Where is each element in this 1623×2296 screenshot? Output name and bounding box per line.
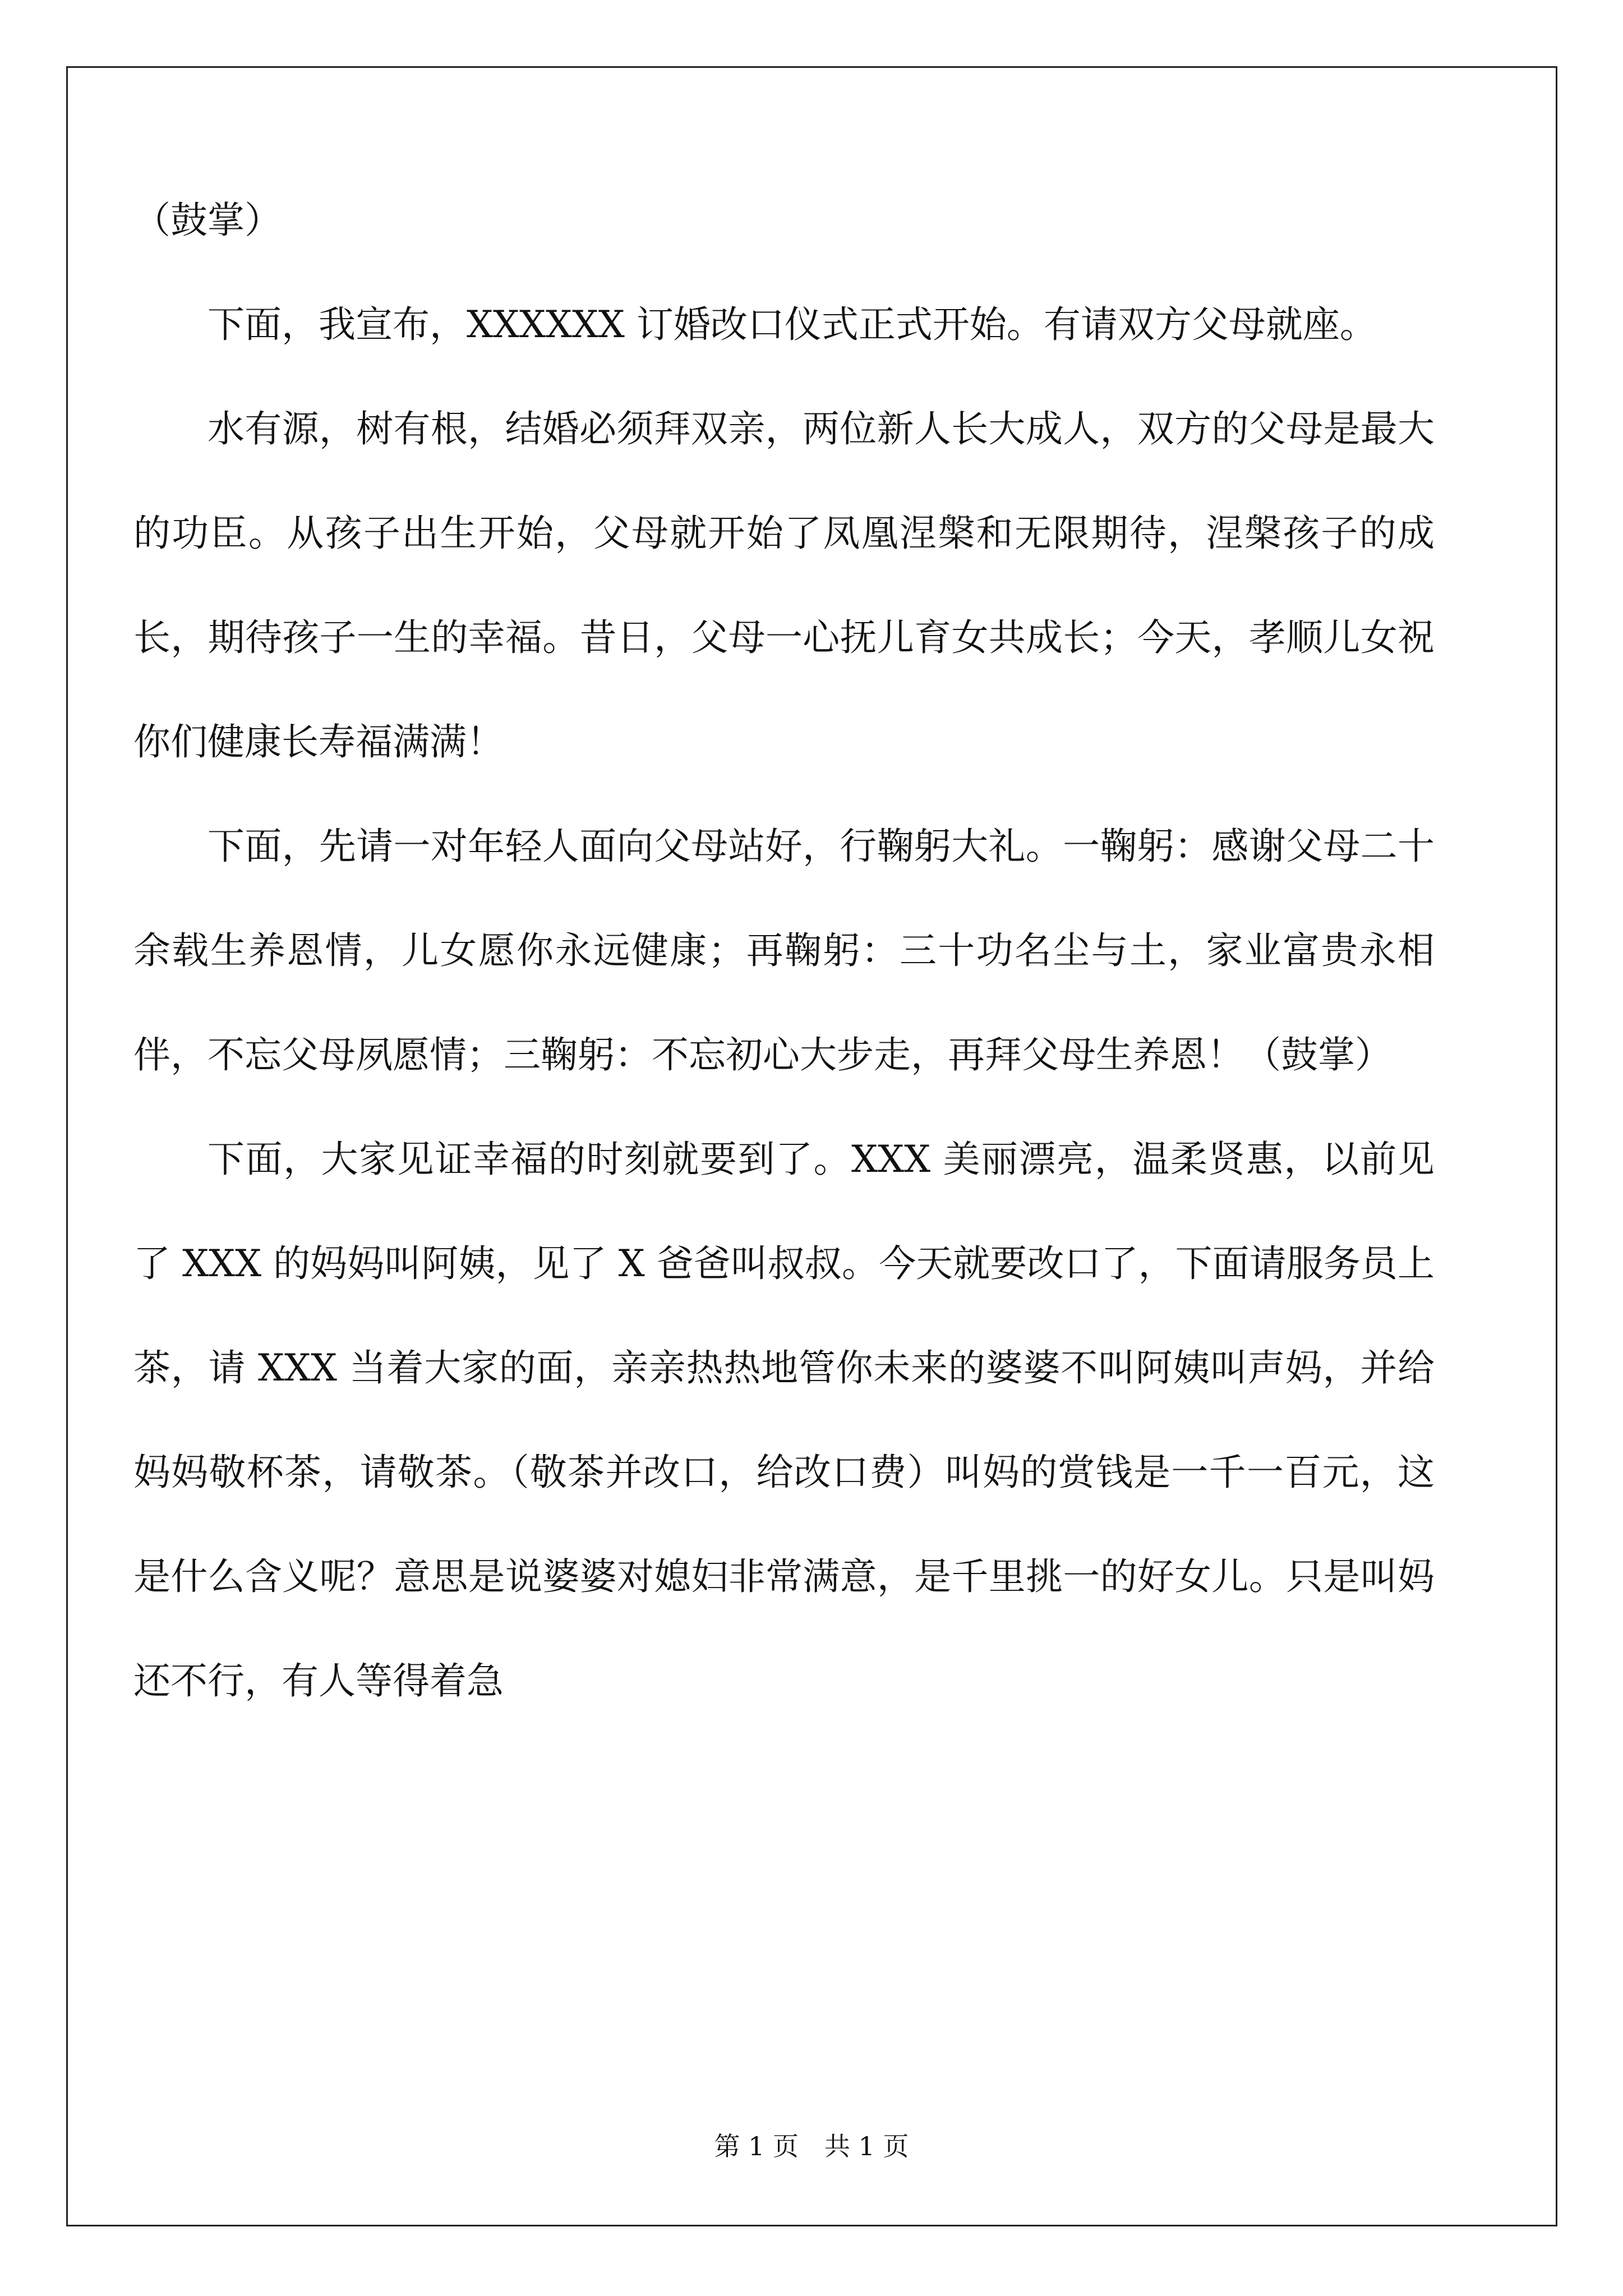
page-number-footer: 第 1 页 共 1 页 xyxy=(714,2131,909,2161)
paragraph-ceremony-start: 下面，我宣布，XXXXXX 订婚改口仪式正式开始。有请双方父母就座。 xyxy=(208,303,1377,346)
document-body xyxy=(133,168,1435,1733)
paragraph-bowing-ritual: 下面，先请一对年轻人面向父母站好，行鞠躬大礼。一鞠躬：感谢父母二十余载生养恩情，儿女愿你永远健康；再鞠躬：三十功名尘与土，家业富贵永相伴，不忘父母夙愿情；三鞠躬：不忘初心大步走，再拜父母生养恩！（鼓掌） xyxy=(133,825,1435,1076)
paragraph-applause: （鼓掌） xyxy=(133,199,282,242)
paragraph-parents-tribute: 水有源，树有根，结婚必须拜双亲，两位新人长大成人，双方的父母是最大的功臣。从孩子出生开始，父母就开始了凤凰涅槃和无限期待，涅槃孩子的成长，期待孩子一生的幸福。昔日，父母一心抚儿育女共成长；今天，孝顺儿女祝你们健康长寿福满满！ xyxy=(133,407,1435,763)
paragraph-name-change: 下面，大家见证幸福的时刻就要到了。XXX 美丽漂亮，温柔贤惠，以前见了 XXX 的妈妈叫阿姨，见了 X 爸爸叫叔叔。今天就要改口了，下面请服务员上茶，请 XXX 当着大家的面，亲亲热热地管你未来的婆婆不叫阿姨叫声妈，并给妈妈敬杯茶，请敬茶。（敬茶并改口，给改口费）叫妈的赏钱是一千一百元，这是什么含义呢？意思是说婆婆对媳妇非常满意，是千里挑一的好女儿。只是叫妈还不行，有人等得着急 xyxy=(133,1138,1435,1703)
